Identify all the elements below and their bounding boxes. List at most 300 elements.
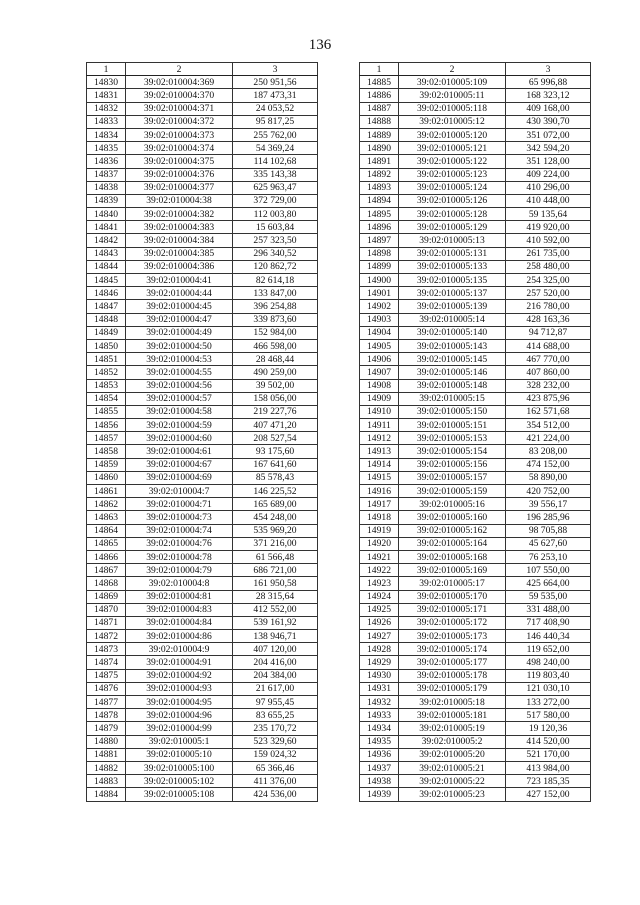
row-number-cell: 14885 bbox=[360, 76, 399, 89]
cadastral-number-cell: 39:02:010005:153 bbox=[399, 432, 506, 445]
row-number-cell: 14918 bbox=[360, 511, 399, 524]
cadastral-number-cell: 39:02:010005:118 bbox=[399, 102, 506, 115]
cadastral-number-cell: 39:02:010005:100 bbox=[126, 761, 233, 774]
column-2-header: 2 bbox=[126, 63, 233, 76]
row-number-cell: 14926 bbox=[360, 616, 399, 629]
row-number-cell: 14868 bbox=[87, 577, 126, 590]
row-number-cell: 14878 bbox=[87, 709, 126, 722]
table-row bbox=[360, 748, 591, 761]
table-row bbox=[360, 168, 591, 181]
table-row bbox=[360, 379, 591, 392]
table-row bbox=[87, 696, 318, 709]
table-row bbox=[87, 445, 318, 458]
cadastral-number-cell: 39:02:010004:373 bbox=[126, 128, 233, 141]
column-1-header: 1 bbox=[87, 63, 126, 76]
value-cell: 98 705,88 bbox=[506, 524, 591, 537]
row-number-cell: 14883 bbox=[87, 775, 126, 788]
row-number-cell: 14831 bbox=[87, 89, 126, 102]
value-cell: 133 847,00 bbox=[233, 287, 318, 300]
cadastral-number-cell: 39:02:010005:15 bbox=[399, 392, 506, 405]
cadastral-number-cell: 39:02:010004:377 bbox=[126, 181, 233, 194]
table-row bbox=[360, 353, 591, 366]
table-row bbox=[87, 313, 318, 326]
value-cell: 430 390,70 bbox=[506, 115, 591, 128]
value-cell: 424 536,00 bbox=[233, 788, 318, 801]
cadastral-number-cell: 39:02:010004:56 bbox=[126, 379, 233, 392]
cadastral-number-cell: 39:02:010005:143 bbox=[399, 339, 506, 352]
row-number-cell: 14881 bbox=[87, 748, 126, 761]
row-number-cell: 14843 bbox=[87, 247, 126, 260]
cadastral-number-cell: 39:02:010004:386 bbox=[126, 260, 233, 273]
cadastral-number-cell: 39:02:010004:7 bbox=[126, 485, 233, 498]
cadastral-number-cell: 39:02:010005:162 bbox=[399, 524, 506, 537]
cadastral-number-cell: 39:02:010005:21 bbox=[399, 761, 506, 774]
row-number-cell: 14845 bbox=[87, 274, 126, 287]
value-cell: 39 556,17 bbox=[506, 498, 591, 511]
table-row bbox=[360, 709, 591, 722]
value-cell: 65 366,46 bbox=[233, 761, 318, 774]
row-number-cell: 14848 bbox=[87, 313, 126, 326]
table-row bbox=[87, 471, 318, 484]
cadastral-number-cell: 39:02:010005:174 bbox=[399, 643, 506, 656]
row-number-cell: 14921 bbox=[360, 550, 399, 563]
value-cell: 119 652,00 bbox=[506, 643, 591, 656]
value-cell: 158 056,00 bbox=[233, 392, 318, 405]
value-cell: 407 860,00 bbox=[506, 366, 591, 379]
table-row bbox=[87, 405, 318, 418]
row-number-cell: 14869 bbox=[87, 590, 126, 603]
row-number-cell: 14849 bbox=[87, 326, 126, 339]
table-row bbox=[360, 471, 591, 484]
value-cell: 407 120,00 bbox=[233, 643, 318, 656]
value-cell: 133 272,00 bbox=[506, 696, 591, 709]
table-row bbox=[360, 511, 591, 524]
table-row bbox=[360, 128, 591, 141]
cadastral-number-cell: 39:02:010005:19 bbox=[399, 722, 506, 735]
value-cell: 257 520,00 bbox=[506, 287, 591, 300]
table-row bbox=[360, 392, 591, 405]
table-row bbox=[87, 366, 318, 379]
cadastral-number-cell: 39:02:010005:154 bbox=[399, 445, 506, 458]
value-cell: 419 920,00 bbox=[506, 221, 591, 234]
row-number-cell: 14884 bbox=[87, 788, 126, 801]
row-number-cell: 14917 bbox=[360, 498, 399, 511]
value-cell: 85 578,43 bbox=[233, 471, 318, 484]
value-cell: 204 416,00 bbox=[233, 656, 318, 669]
value-cell: 121 030,10 bbox=[506, 682, 591, 695]
value-cell: 414 688,00 bbox=[506, 339, 591, 352]
row-number-cell: 14865 bbox=[87, 537, 126, 550]
value-cell: 342 594,20 bbox=[506, 142, 591, 155]
table-row bbox=[87, 392, 318, 405]
value-cell: 466 598,00 bbox=[233, 339, 318, 352]
cadastral-number-cell: 39:02:010005:157 bbox=[399, 471, 506, 484]
row-number-cell: 14864 bbox=[87, 524, 126, 537]
cadastral-number-cell: 39:02:010004:61 bbox=[126, 445, 233, 458]
table-row bbox=[360, 775, 591, 788]
row-number-cell: 14847 bbox=[87, 300, 126, 313]
row-number-cell: 14891 bbox=[360, 155, 399, 168]
value-cell: 257 323,50 bbox=[233, 234, 318, 247]
table-row bbox=[87, 432, 318, 445]
cadastral-number-cell: 39:02:010005:16 bbox=[399, 498, 506, 511]
row-number-cell: 14832 bbox=[87, 102, 126, 115]
cadastral-number-cell: 39:02:010004:83 bbox=[126, 603, 233, 616]
value-cell: 28 315,64 bbox=[233, 590, 318, 603]
cadastral-number-cell: 39:02:010005:172 bbox=[399, 616, 506, 629]
row-number-cell: 14927 bbox=[360, 630, 399, 643]
table-row bbox=[360, 260, 591, 273]
cadastral-number-cell: 39:02:010005:126 bbox=[399, 194, 506, 207]
row-number-cell: 14915 bbox=[360, 471, 399, 484]
table-row bbox=[87, 748, 318, 761]
value-cell: 410 296,00 bbox=[506, 181, 591, 194]
header-row bbox=[87, 63, 318, 76]
value-cell: 235 170,72 bbox=[233, 722, 318, 735]
value-cell: 59 535,00 bbox=[506, 590, 591, 603]
row-number-cell: 14851 bbox=[87, 353, 126, 366]
table-row bbox=[87, 524, 318, 537]
cadastral-number-cell: 39:02:010004:44 bbox=[126, 287, 233, 300]
table-row bbox=[87, 102, 318, 115]
table-row bbox=[360, 221, 591, 234]
row-number-cell: 14861 bbox=[87, 485, 126, 498]
value-cell: 258 480,00 bbox=[506, 260, 591, 273]
table-row bbox=[360, 616, 591, 629]
value-cell: 138 946,71 bbox=[233, 630, 318, 643]
cadastral-number-cell: 39:02:010005:150 bbox=[399, 405, 506, 418]
value-cell: 420 752,00 bbox=[506, 485, 591, 498]
row-number-cell: 14931 bbox=[360, 682, 399, 695]
row-number-cell: 14938 bbox=[360, 775, 399, 788]
value-cell: 28 468,44 bbox=[233, 353, 318, 366]
cadastral-number-cell: 39:02:010004:60 bbox=[126, 432, 233, 445]
value-cell: 61 566,48 bbox=[233, 550, 318, 563]
table-row bbox=[360, 656, 591, 669]
row-number-cell: 14887 bbox=[360, 102, 399, 115]
table-row bbox=[87, 353, 318, 366]
row-number-cell: 14929 bbox=[360, 656, 399, 669]
row-number-cell: 14910 bbox=[360, 405, 399, 418]
cadastral-number-cell: 39:02:010005:102 bbox=[126, 775, 233, 788]
row-number-cell: 14839 bbox=[87, 194, 126, 207]
row-number-cell: 14900 bbox=[360, 274, 399, 287]
value-cell: 396 254,88 bbox=[233, 300, 318, 313]
value-cell: 83 655,25 bbox=[233, 709, 318, 722]
table-row bbox=[87, 643, 318, 656]
cadastral-number-cell: 39:02:010004:53 bbox=[126, 353, 233, 366]
table-row bbox=[360, 208, 591, 221]
row-number-cell: 14924 bbox=[360, 590, 399, 603]
cadastral-number-cell: 39:02:010004:8 bbox=[126, 577, 233, 590]
row-number-cell: 14840 bbox=[87, 208, 126, 221]
value-cell: 120 862,72 bbox=[233, 260, 318, 273]
row-number-cell: 14859 bbox=[87, 458, 126, 471]
row-number-cell: 14857 bbox=[87, 432, 126, 445]
cadastral-number-cell: 39:02:010005:13 bbox=[399, 234, 506, 247]
table-row bbox=[87, 590, 318, 603]
row-number-cell: 14863 bbox=[87, 511, 126, 524]
table-row bbox=[87, 775, 318, 788]
value-cell: 255 762,00 bbox=[233, 128, 318, 141]
table-row bbox=[360, 722, 591, 735]
right-table-body bbox=[360, 76, 591, 801]
cadastral-number-cell: 39:02:010004:71 bbox=[126, 498, 233, 511]
cadastral-number-cell: 39:02:010005:156 bbox=[399, 458, 506, 471]
value-cell: 59 135,64 bbox=[506, 208, 591, 221]
table-row bbox=[87, 339, 318, 352]
value-cell: 296 340,52 bbox=[233, 247, 318, 260]
cadastral-number-cell: 39:02:010004:370 bbox=[126, 89, 233, 102]
table-row bbox=[360, 76, 591, 89]
table-row bbox=[87, 616, 318, 629]
cadastral-number-cell: 39:02:010004:369 bbox=[126, 76, 233, 89]
row-number-cell: 14912 bbox=[360, 432, 399, 445]
value-cell: 372 729,00 bbox=[233, 194, 318, 207]
row-number-cell: 14913 bbox=[360, 445, 399, 458]
row-number-cell: 14853 bbox=[87, 379, 126, 392]
cadastral-number-cell: 39:02:010004:73 bbox=[126, 511, 233, 524]
value-cell: 523 329,60 bbox=[233, 735, 318, 748]
value-cell: 58 890,00 bbox=[506, 471, 591, 484]
cadastral-number-cell: 39:02:010004:382 bbox=[126, 208, 233, 221]
cadastral-number-cell: 39:02:010005:169 bbox=[399, 564, 506, 577]
value-cell: 97 955,45 bbox=[233, 696, 318, 709]
table-row bbox=[87, 419, 318, 432]
value-cell: 328 232,00 bbox=[506, 379, 591, 392]
cadastral-number-cell: 39:02:010005:124 bbox=[399, 181, 506, 194]
value-cell: 474 152,00 bbox=[506, 458, 591, 471]
value-cell: 517 580,00 bbox=[506, 709, 591, 722]
cadastral-number-cell: 39:02:010005:128 bbox=[399, 208, 506, 221]
value-cell: 146 440,34 bbox=[506, 630, 591, 643]
value-cell: 168 323,12 bbox=[506, 89, 591, 102]
cadastral-number-cell: 39:02:010004:76 bbox=[126, 537, 233, 550]
row-number-cell: 14836 bbox=[87, 155, 126, 168]
cadastral-number-cell: 39:02:010004:95 bbox=[126, 696, 233, 709]
row-number-cell: 14923 bbox=[360, 577, 399, 590]
table-row bbox=[360, 339, 591, 352]
table-row bbox=[87, 168, 318, 181]
row-number-cell: 14870 bbox=[87, 603, 126, 616]
table-row bbox=[87, 709, 318, 722]
table-row bbox=[360, 630, 591, 643]
cadastral-number-cell: 39:02:010005:159 bbox=[399, 485, 506, 498]
table-row bbox=[360, 537, 591, 550]
row-number-cell: 14872 bbox=[87, 630, 126, 643]
row-number-cell: 14880 bbox=[87, 735, 126, 748]
row-number-cell: 14922 bbox=[360, 564, 399, 577]
row-number-cell: 14874 bbox=[87, 656, 126, 669]
cadastral-number-cell: 39:02:010005:168 bbox=[399, 550, 506, 563]
cadastral-number-cell: 39:02:010004:47 bbox=[126, 313, 233, 326]
table-row bbox=[360, 366, 591, 379]
table-row bbox=[87, 603, 318, 616]
row-number-cell: 14888 bbox=[360, 115, 399, 128]
table-row bbox=[360, 102, 591, 115]
value-cell: 204 384,00 bbox=[233, 669, 318, 682]
table-row bbox=[360, 682, 591, 695]
row-number-cell: 14934 bbox=[360, 722, 399, 735]
value-cell: 82 614,18 bbox=[233, 274, 318, 287]
table-row bbox=[360, 696, 591, 709]
value-cell: 219 227,76 bbox=[233, 405, 318, 418]
cadastral-number-cell: 39:02:010005:145 bbox=[399, 353, 506, 366]
cadastral-number-cell: 39:02:010004:79 bbox=[126, 564, 233, 577]
value-cell: 167 641,60 bbox=[233, 458, 318, 471]
value-cell: 339 873,60 bbox=[233, 313, 318, 326]
value-cell: 412 552,00 bbox=[233, 603, 318, 616]
cadastral-number-cell: 39:02:010004:9 bbox=[126, 643, 233, 656]
row-number-cell: 14893 bbox=[360, 181, 399, 194]
row-number-cell: 14930 bbox=[360, 669, 399, 682]
cadastral-number-cell: 39:02:010005:164 bbox=[399, 537, 506, 550]
row-number-cell: 14873 bbox=[87, 643, 126, 656]
value-cell: 409 224,00 bbox=[506, 168, 591, 181]
row-number-cell: 14892 bbox=[360, 168, 399, 181]
cadastral-number-cell: 39:02:010005:108 bbox=[126, 788, 233, 801]
table-row bbox=[87, 458, 318, 471]
value-cell: 24 053,52 bbox=[233, 102, 318, 115]
table-row bbox=[360, 735, 591, 748]
row-number-cell: 14862 bbox=[87, 498, 126, 511]
cadastral-number-cell: 39:02:010004:92 bbox=[126, 669, 233, 682]
value-cell: 625 963,47 bbox=[233, 181, 318, 194]
row-number-cell: 14925 bbox=[360, 603, 399, 616]
cadastral-number-cell: 39:02:010005:22 bbox=[399, 775, 506, 788]
cadastral-number-cell: 39:02:010005:170 bbox=[399, 590, 506, 603]
value-cell: 159 024,32 bbox=[233, 748, 318, 761]
value-cell: 21 617,00 bbox=[233, 682, 318, 695]
cadastral-number-cell: 39:02:010005:171 bbox=[399, 603, 506, 616]
value-cell: 421 224,00 bbox=[506, 432, 591, 445]
value-cell: 93 175,60 bbox=[233, 445, 318, 458]
row-number-cell: 14905 bbox=[360, 339, 399, 352]
row-number-cell: 14901 bbox=[360, 287, 399, 300]
table-row bbox=[360, 564, 591, 577]
table-row bbox=[87, 128, 318, 141]
table-row bbox=[87, 208, 318, 221]
value-cell: 351 128,00 bbox=[506, 155, 591, 168]
row-number-cell: 14928 bbox=[360, 643, 399, 656]
cadastral-number-cell: 39:02:010005:14 bbox=[399, 313, 506, 326]
cadastral-number-cell: 39:02:010004:93 bbox=[126, 682, 233, 695]
table-row bbox=[360, 142, 591, 155]
cadastral-number-cell: 39:02:010004:86 bbox=[126, 630, 233, 643]
table-row bbox=[360, 234, 591, 247]
table-row bbox=[87, 379, 318, 392]
row-number-cell: 14830 bbox=[87, 76, 126, 89]
cadastral-number-cell: 39:02:010004:91 bbox=[126, 656, 233, 669]
row-number-cell: 14936 bbox=[360, 748, 399, 761]
row-number-cell: 14937 bbox=[360, 761, 399, 774]
value-cell: 15 603,84 bbox=[233, 221, 318, 234]
cadastral-number-cell: 39:02:010005:122 bbox=[399, 155, 506, 168]
row-number-cell: 14833 bbox=[87, 115, 126, 128]
value-cell: 331 488,00 bbox=[506, 603, 591, 616]
table-row bbox=[87, 630, 318, 643]
row-number-cell: 14844 bbox=[87, 260, 126, 273]
table-row bbox=[87, 194, 318, 207]
cadastral-number-cell: 39:02:010005:179 bbox=[399, 682, 506, 695]
row-number-cell: 14895 bbox=[360, 208, 399, 221]
row-number-cell: 14846 bbox=[87, 287, 126, 300]
value-cell: 467 770,00 bbox=[506, 353, 591, 366]
table-row bbox=[87, 89, 318, 102]
value-cell: 413 984,00 bbox=[506, 761, 591, 774]
row-number-cell: 14939 bbox=[360, 788, 399, 801]
row-number-cell: 14916 bbox=[360, 485, 399, 498]
row-number-cell: 14908 bbox=[360, 379, 399, 392]
value-cell: 411 376,00 bbox=[233, 775, 318, 788]
cadastral-number-cell: 39:02:010005:133 bbox=[399, 260, 506, 273]
table-row bbox=[360, 603, 591, 616]
table-row bbox=[360, 326, 591, 339]
value-cell: 410 448,00 bbox=[506, 194, 591, 207]
left-table-body bbox=[87, 76, 318, 801]
table-row bbox=[87, 115, 318, 128]
table-row bbox=[87, 221, 318, 234]
value-cell: 371 216,00 bbox=[233, 537, 318, 550]
table-row bbox=[87, 788, 318, 801]
cadastral-number-cell: 39:02:010004:385 bbox=[126, 247, 233, 260]
table-row bbox=[87, 722, 318, 735]
table-row bbox=[360, 498, 591, 511]
cadastral-number-cell: 39:02:010004:81 bbox=[126, 590, 233, 603]
table-row bbox=[360, 458, 591, 471]
left-data-table bbox=[86, 62, 318, 802]
row-number-cell: 14866 bbox=[87, 550, 126, 563]
row-number-cell: 14875 bbox=[87, 669, 126, 682]
table-row bbox=[87, 326, 318, 339]
table-row bbox=[87, 155, 318, 168]
value-cell: 454 248,00 bbox=[233, 511, 318, 524]
cadastral-number-cell: 39:02:010004:49 bbox=[126, 326, 233, 339]
cadastral-number-cell: 39:02:010005:109 bbox=[399, 76, 506, 89]
cadastral-number-cell: 39:02:010004:41 bbox=[126, 274, 233, 287]
right-table-header bbox=[360, 63, 591, 76]
cadastral-number-cell: 39:02:010004:384 bbox=[126, 234, 233, 247]
table-row bbox=[87, 669, 318, 682]
cadastral-number-cell: 39:02:010005:1 bbox=[126, 735, 233, 748]
table-row bbox=[360, 669, 591, 682]
cadastral-number-cell: 39:02:010005:139 bbox=[399, 300, 506, 313]
value-cell: 521 170,00 bbox=[506, 748, 591, 761]
row-number-cell: 14903 bbox=[360, 313, 399, 326]
table-row bbox=[87, 287, 318, 300]
table-row bbox=[360, 485, 591, 498]
cadastral-number-cell: 39:02:010004:372 bbox=[126, 115, 233, 128]
cadastral-number-cell: 39:02:010005:23 bbox=[399, 788, 506, 801]
table-row bbox=[360, 194, 591, 207]
table-row bbox=[87, 656, 318, 669]
row-number-cell: 14842 bbox=[87, 234, 126, 247]
value-cell: 261 735,00 bbox=[506, 247, 591, 260]
cadastral-number-cell: 39:02:010004:371 bbox=[126, 102, 233, 115]
row-number-cell: 14877 bbox=[87, 696, 126, 709]
value-cell: 65 996,88 bbox=[506, 76, 591, 89]
row-number-cell: 14852 bbox=[87, 366, 126, 379]
cadastral-number-cell: 39:02:010005:121 bbox=[399, 142, 506, 155]
cadastral-number-cell: 39:02:010004:99 bbox=[126, 722, 233, 735]
value-cell: 94 712,87 bbox=[506, 326, 591, 339]
value-cell: 409 168,00 bbox=[506, 102, 591, 115]
value-cell: 427 152,00 bbox=[506, 788, 591, 801]
value-cell: 187 473,31 bbox=[233, 89, 318, 102]
table-row bbox=[360, 419, 591, 432]
value-cell: 54 369,24 bbox=[233, 142, 318, 155]
table-row bbox=[360, 300, 591, 313]
